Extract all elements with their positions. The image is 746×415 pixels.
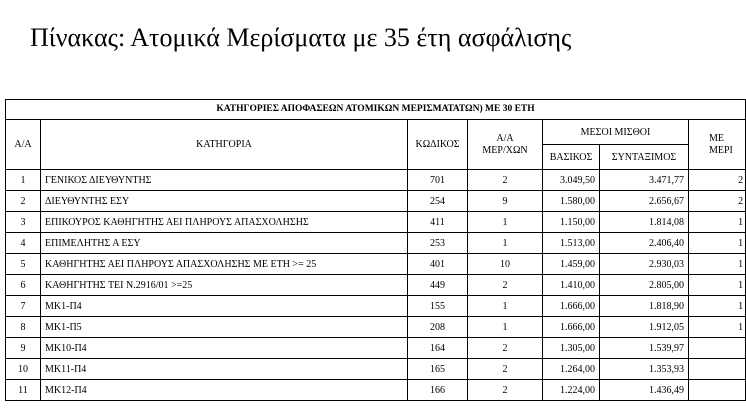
cell-pensionable: 2.930,03 <box>600 254 689 275</box>
cell-code: 254 <box>408 191 468 212</box>
cell-basic: 1.580,00 <box>543 191 600 212</box>
header-count-line1: Α/Α <box>496 132 514 144</box>
table-row <box>6 191 746 212</box>
cell-aa: 2 <box>6 191 41 212</box>
table-row <box>6 317 746 338</box>
cell-category: ΚΑΘΗΓΗΤΗΣ ΤΕΙ Ν.2916/01 >=25 <box>41 275 408 296</box>
header-avg-salaries: ΜΕΣΟΙ ΜΙΣΘΟΙ <box>543 120 689 145</box>
cell-basic: 1.150,00 <box>543 212 600 233</box>
cell-basic: 1.224,00 <box>543 380 600 401</box>
dividends-table <box>5 99 746 401</box>
cell-code: 449 <box>408 275 468 296</box>
cell-category: ΕΠΙΜΕΛΗΤΗΣ Α ΕΣΥ <box>41 233 408 254</box>
cell-code: 253 <box>408 233 468 254</box>
header-category: ΚΑΤΗΓΟΡΙΑ <box>41 120 408 170</box>
cell-extra <box>689 380 746 401</box>
cell-count: 2 <box>468 359 543 380</box>
cell-category: ΓΕΝΙΚΟΣ ΔΙΕΥΘΥΝΤΗΣ <box>41 170 408 191</box>
table-body <box>6 170 746 401</box>
cell-aa: 4 <box>6 233 41 254</box>
cell-category: ΜΚ12-Π4 <box>41 380 408 401</box>
header-basic: ΒΑΣΙΚΟΣ <box>543 145 600 170</box>
table-row <box>6 275 746 296</box>
cell-extra: 1 <box>689 212 746 233</box>
header-count <box>468 120 543 170</box>
header-aa: Α/Α <box>6 120 41 170</box>
cell-code: 165 <box>408 359 468 380</box>
cell-category: ΜΚ10-Π4 <box>41 338 408 359</box>
cell-count: 1 <box>468 317 543 338</box>
table-row <box>6 296 746 317</box>
cell-pensionable: 1.539,97 <box>600 338 689 359</box>
cell-code: 155 <box>408 296 468 317</box>
cell-extra <box>689 359 746 380</box>
cell-pensionable: 1.353,93 <box>600 359 689 380</box>
cell-extra: 2 <box>689 191 746 212</box>
cell-code: 411 <box>408 212 468 233</box>
cell-basic: 1.666,00 <box>543 317 600 338</box>
header-code: ΚΩΔΙΚΟΣ <box>408 120 468 170</box>
cell-aa: 7 <box>6 296 41 317</box>
cell-extra: 2 <box>689 170 746 191</box>
header-pensionable: ΣΥΝΤΑΞΙΜΟΣ <box>600 145 689 170</box>
cell-aa: 10 <box>6 359 41 380</box>
cell-aa: 3 <box>6 212 41 233</box>
cell-count: 10 <box>468 254 543 275</box>
cell-extra: 1 <box>689 254 746 275</box>
cell-category: ΜΚ1-Π5 <box>41 317 408 338</box>
cell-basic: 1.264,00 <box>543 359 600 380</box>
cell-aa: 8 <box>6 317 41 338</box>
table-row <box>6 338 746 359</box>
cell-extra: 1 <box>689 233 746 254</box>
cell-basic: 3.049,50 <box>543 170 600 191</box>
cell-category: ΔΙΕΥΘΥΝΤΗΣ ΕΣΥ <box>41 191 408 212</box>
cell-code: 701 <box>408 170 468 191</box>
page-title: Πίνακας: Ατομικά Μερίσματα με 35 έτη ασφάλισης <box>30 23 572 52</box>
cell-category: ΕΠΙΚΟΥΡΟΣ ΚΑΘΗΓΗΤΗΣ ΑΕΙ ΠΛΗΡΟΥΣ ΑΠΑΣΧΟΛΗΣΗΣ <box>41 212 408 233</box>
header-extra-line2: ΜΕΡΙ <box>709 144 733 156</box>
cell-extra: 1 <box>689 296 746 317</box>
cell-basic: 1.666,00 <box>543 296 600 317</box>
cell-extra: 1 <box>689 275 746 296</box>
cell-extra: 1 <box>689 317 746 338</box>
table-row <box>6 359 746 380</box>
cell-aa: 6 <box>6 275 41 296</box>
cell-aa: 11 <box>6 380 41 401</box>
header-count-line2: ΜΕΡ/ΧΩΝ <box>482 144 528 156</box>
cell-count: 2 <box>468 338 543 359</box>
cell-count: 1 <box>468 233 543 254</box>
cell-code: 401 <box>408 254 468 275</box>
cell-aa: 5 <box>6 254 41 275</box>
table-caption: ΚΑΤΗΓΟΡΙΕΣ ΑΠΟΦΑΣΕΩΝ ΑΤΟΜΙΚΩΝ ΜΕΡΙΣΜΑΤΑΤΩΝ) ΜΕ 30 ΕΤΗ <box>6 100 746 120</box>
cell-basic: 1.305,00 <box>543 338 600 359</box>
cell-count: 9 <box>468 191 543 212</box>
cell-pensionable: 1.436,49 <box>600 380 689 401</box>
cell-pensionable: 1.818,90 <box>600 296 689 317</box>
cell-count: 2 <box>468 275 543 296</box>
table-container <box>5 99 744 415</box>
cell-basic: 1.459,00 <box>543 254 600 275</box>
cell-aa: 9 <box>6 338 41 359</box>
table-row <box>6 254 746 275</box>
cell-count: 2 <box>468 380 543 401</box>
cell-category: ΜΚ11-Π4 <box>41 359 408 380</box>
cell-pensionable: 3.471,77 <box>600 170 689 191</box>
table-row <box>6 233 746 254</box>
cell-pensionable: 2.656,67 <box>600 191 689 212</box>
cell-count: 2 <box>468 170 543 191</box>
cell-count: 1 <box>468 212 543 233</box>
cell-pensionable: 2.805,00 <box>600 275 689 296</box>
cell-basic: 1.513,00 <box>543 233 600 254</box>
header-extra <box>689 120 746 170</box>
cell-code: 164 <box>408 338 468 359</box>
table-row <box>6 170 746 191</box>
cell-pensionable: 1.912,05 <box>600 317 689 338</box>
cell-code: 208 <box>408 317 468 338</box>
cell-extra <box>689 338 746 359</box>
cell-count: 1 <box>468 296 543 317</box>
header-extra-line1: ΜΕ <box>709 132 724 144</box>
cell-pensionable: 2.406,40 <box>600 233 689 254</box>
table-row <box>6 380 746 401</box>
cell-aa: 1 <box>6 170 41 191</box>
cell-category: ΜΚ1-Π4 <box>41 296 408 317</box>
cell-pensionable: 1.814,08 <box>600 212 689 233</box>
cell-category: ΚΑΘΗΓΗΤΗΣ ΑΕΙ ΠΛΗΡΟΥΣ ΑΠΑΣΧΟΛΗΣΗΣ ΜΕ ΕΤΗ >= 25 <box>41 254 408 275</box>
cell-code: 166 <box>408 380 468 401</box>
cell-basic: 1.410,00 <box>543 275 600 296</box>
table-row <box>6 212 746 233</box>
